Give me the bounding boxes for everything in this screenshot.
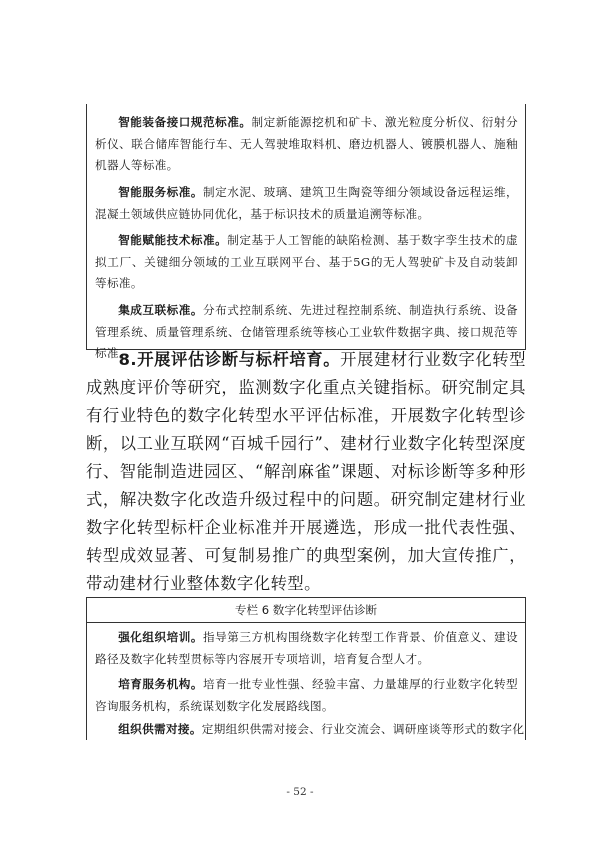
column-title: 专栏 6 数字化转型评估诊断 xyxy=(87,598,525,623)
box-paragraph xyxy=(87,719,525,741)
box-paragraph xyxy=(87,627,525,670)
column-6-box xyxy=(86,597,526,740)
box-paragraph xyxy=(87,674,525,717)
box-paragraph xyxy=(87,230,525,295)
page-number: - 52 - xyxy=(286,786,314,798)
box-paragraph xyxy=(87,182,525,225)
paragraph-text: 培育一批专业性强、经验丰富、力量雄厚的行业数字化转型咨询服务机构，系统谋划数字化发展路线图。 xyxy=(95,677,519,713)
main-paragraph xyxy=(86,346,526,598)
section-heading: 8.开展评估诊断与标杆培育。 xyxy=(118,350,341,369)
paragraph-text: 制定水泥、玻璃、建筑卫生陶瓷等细分领域设备远程运维，混凝土领域供应链协同优化，基于标识技术的质量追溯等标准。 xyxy=(95,185,519,221)
paragraph-lead: 培育服务机构。 xyxy=(118,677,204,691)
paragraph-lead: 智能装备接口规范标准。 xyxy=(118,115,252,129)
paragraph-text: 制定新能源挖机和矿卡、激光粒度分析仪、衍射分析仪、联合储库智能行车、无人驾驶堆取料机、磨边机器人、镀膜机器人、施釉机器人等标准。 xyxy=(95,115,518,172)
paragraph-text: 指导第三方机构围绕数字化转型工作背景、价值意义、建设路径及数字化转型贯标等内容展开专项培训，培育复合型人才。 xyxy=(95,630,519,666)
paragraph-lead: 智能赋能技术标准。 xyxy=(118,233,228,247)
paragraph-text: 定期组织供需对接会、行业交流会、调研座谈等形式的数字化 xyxy=(201,722,525,736)
paragraph-lead: 组织供需对接。 xyxy=(118,722,202,736)
paragraph-lead: 智能服务标准。 xyxy=(118,185,204,199)
paragraph-lead: 强化组织培训。 xyxy=(118,630,204,644)
main-paragraph-text: 开展建材行业数字化转型成熟度评价等研究，监测数字化重点关键指标。研究制定具有行业特色的数字化转型水平评估标准，开展数字化转型诊断，以工业互联网“百城千园行”、建材行业数字化转型深度行、智能制造进园区、“解剖麻雀”课题、对标诊断等多种形式，解决数字化改造升级过程中的问题。研究制定建材行业数字化转型标杆企业标准并开展遴选，形成一批代表性强、转型成效显著、可复制易推广的典型案例，加大宣传推广，带动建材行业整体数字化转型。 xyxy=(86,350,526,593)
paragraph-text: 分布式控制系统、先进过程控制系统、制造执行系统、设备管理系统、质量管理系统、仓储管理系统等核心工业软件数据字典、接口规范等标准。 xyxy=(95,303,519,360)
paragraph-text: 制定基于人工智能的缺陷检测、基于数字孪生技术的虚拟工厂、关键细分领域的工业互联网平台、基于5G的无人驾驶矿卡及自动装卸等标准。 xyxy=(95,233,518,290)
paragraph-lead: 集成互联标准。 xyxy=(118,303,204,317)
box-paragraph xyxy=(87,112,525,177)
